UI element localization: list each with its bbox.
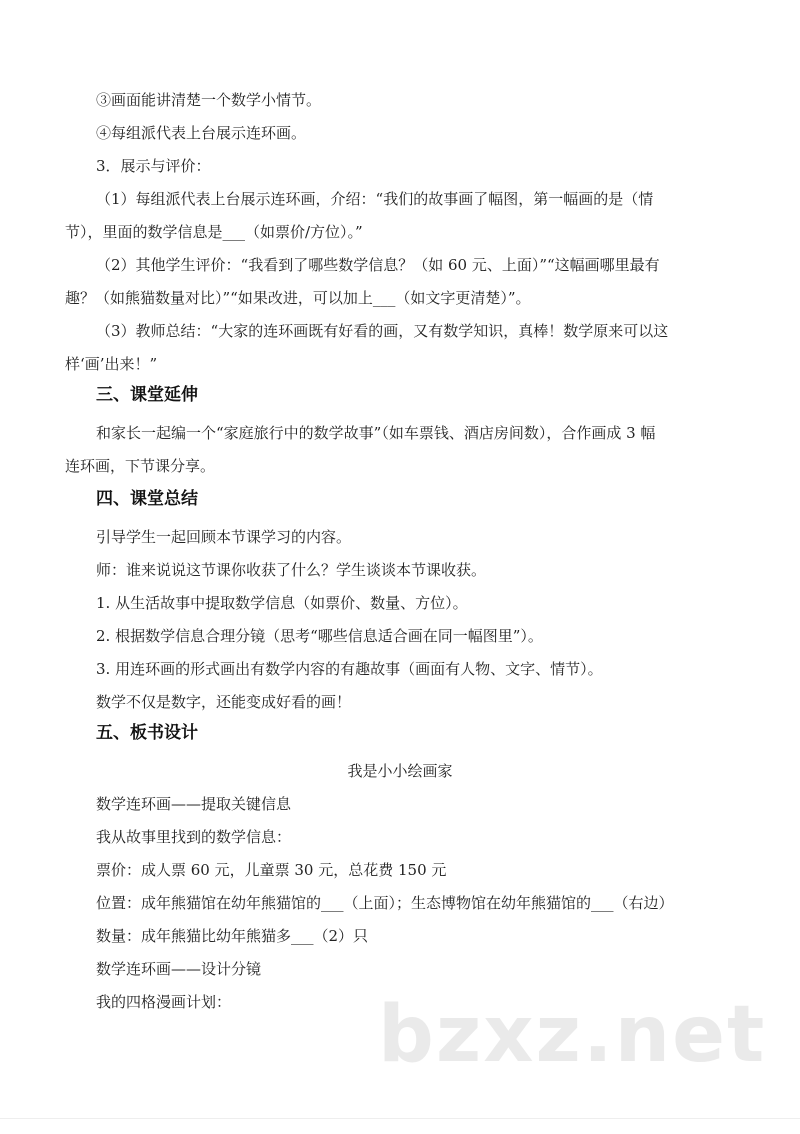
page-edge-divider bbox=[0, 1118, 800, 1119]
board-line: 我从故事里找到的数学信息： bbox=[96, 828, 292, 846]
section-heading-4: 四、课堂总结 bbox=[96, 489, 198, 509]
board-line: 数学连环画——设计分镜 bbox=[96, 960, 262, 978]
paragraph-line: 样‘画’出来！” bbox=[65, 355, 158, 373]
summary-item: 1. 从生活故事中提取数学信息（如票价、数量、方位）。 bbox=[96, 594, 468, 612]
step-3-title: 3．展示与评价： bbox=[96, 157, 211, 175]
board-line: 数量：成年熊猫比幼年熊猫多___（2）只 bbox=[96, 927, 369, 945]
item-4: ④每组派代表上台展示连环画。 bbox=[96, 124, 307, 142]
paragraph-line: 师：谁来说说这节课你收获了什么？学生谈谈本节课收获。 bbox=[96, 561, 487, 579]
section-heading-3: 三、课堂延伸 bbox=[96, 385, 198, 405]
item-3: ③画面能讲清楚一个数学小情节。 bbox=[96, 91, 322, 109]
paragraph-line: 节），里面的数学信息是___（如票价/方位）。” bbox=[65, 223, 363, 241]
paragraph-line: 趣？（如熊猫数量对比）”“如果改进，可以加上___（如文字更清楚）”。 bbox=[65, 289, 531, 307]
board-line: 位置：成年熊猫馆在幼年熊猫馆的___（上面）；生态博物馆在幼年熊猫馆的___（右边） bbox=[96, 894, 674, 912]
summary-item: 3. 用连环画的形式画出有数学内容的有趣故事（画面有人物、文字、情节）。 bbox=[96, 660, 603, 678]
summary-item: 2. 根据数学信息合理分镜（思考“哪些信息适合画在同一幅图里”）。 bbox=[96, 627, 543, 645]
paragraph-line: （2）其他学生评价：“我看到了哪些数学信息？（如 60 元、上面）”“这幅画哪里最有 bbox=[96, 256, 660, 274]
paragraph-line: 引导学生一起回顾本节课学习的内容。 bbox=[96, 528, 352, 546]
board-line: 数学连环画——提取关键信息 bbox=[96, 795, 292, 813]
paragraph-line: 连环画，下节课分享。 bbox=[65, 457, 216, 475]
watermark: bzxz.net bbox=[378, 990, 767, 1080]
board-title: 我是小小绘画家 bbox=[347, 762, 453, 780]
paragraph-line: （1）每组派代表上台展示连环画，介绍：“我们的故事画了幅图，第一幅画的是（情 bbox=[96, 190, 654, 208]
paragraph-line: （3）教师总结：“大家的连环画既有好看的画，又有数学知识，真棒！数学原来可以这 bbox=[96, 322, 669, 340]
paragraph-line: 和家长一起编一个“家庭旅行中的数学故事”（如车票钱、酒店房间数），合作画成 3 幅 bbox=[96, 424, 656, 442]
section-heading-5: 五、板书设计 bbox=[96, 723, 198, 743]
board-line: 我的四格漫画计划： bbox=[96, 993, 232, 1011]
paragraph-line: 数学不仅是数字，还能变成好看的画！ bbox=[96, 693, 352, 711]
board-line: 票价：成人票 60 元，儿童票 30 元，总花费 150 元 bbox=[96, 861, 447, 879]
